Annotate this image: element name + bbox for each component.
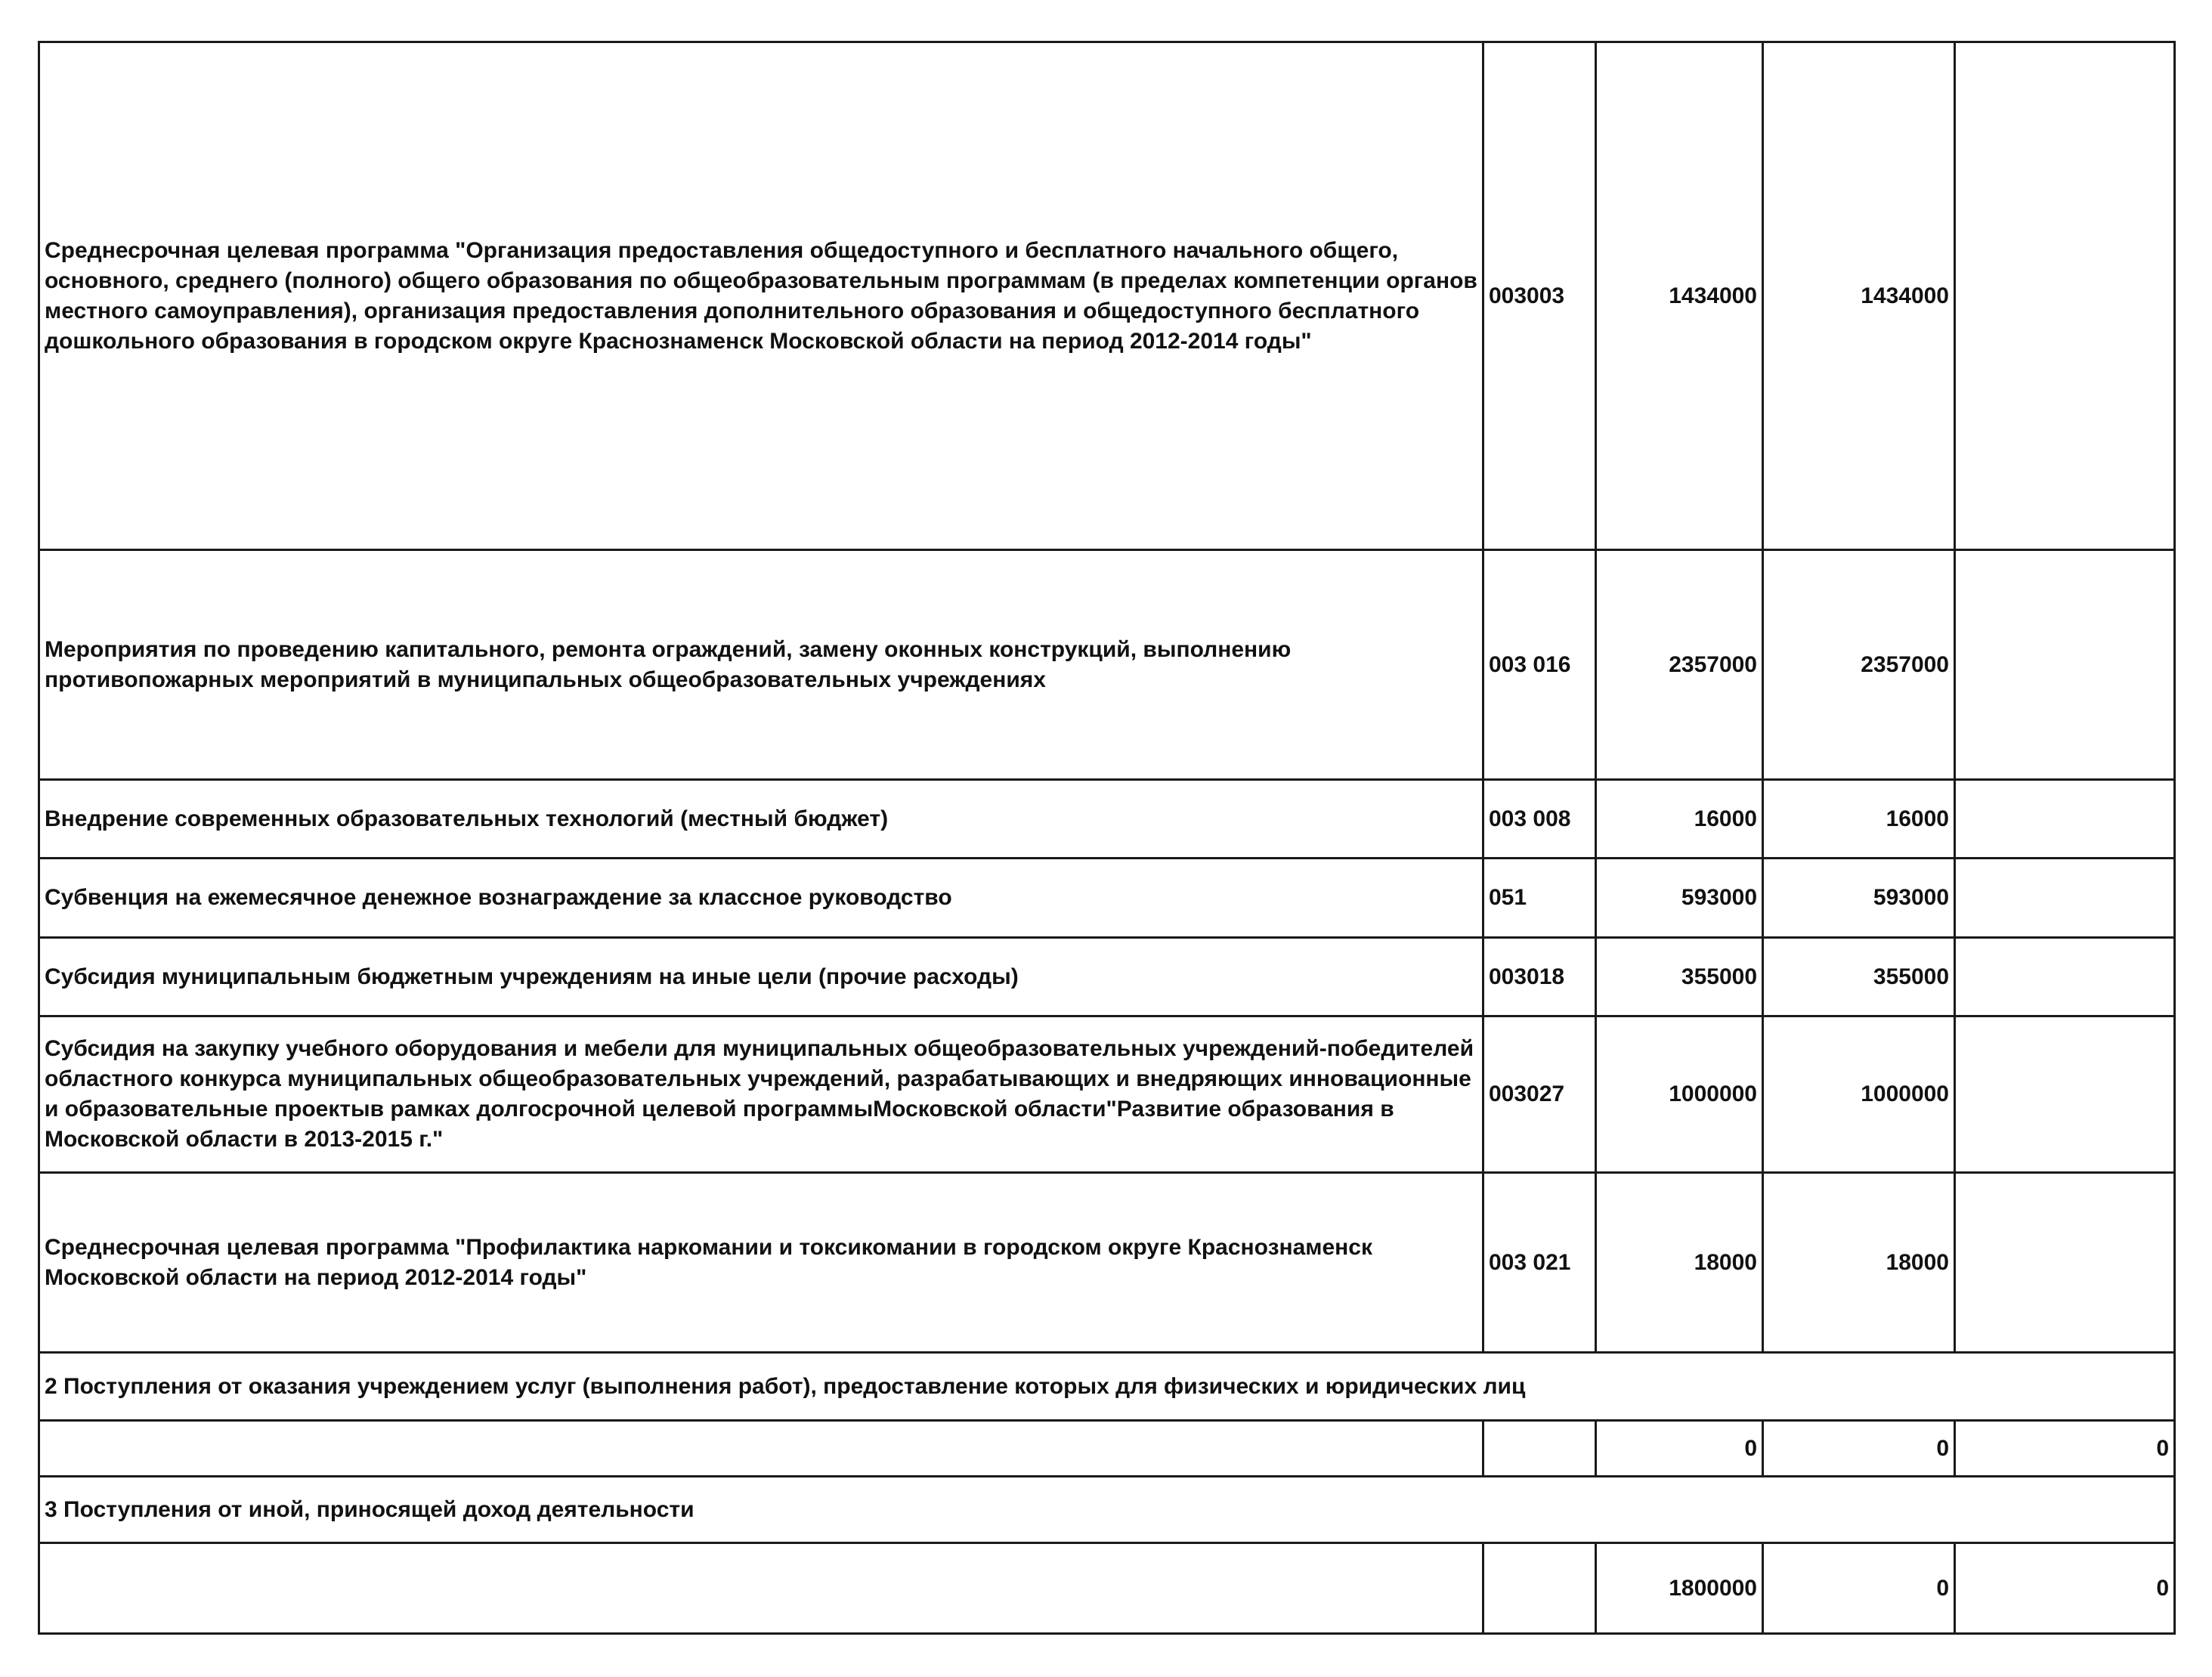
row-value-1: 593000 xyxy=(1596,859,1763,938)
row-value-2: 1000000 xyxy=(1763,1016,1955,1173)
row-description xyxy=(39,1421,1483,1477)
row-code xyxy=(1483,1543,1596,1634)
row-description xyxy=(39,1543,1483,1634)
row-value-1: 355000 xyxy=(1596,938,1763,1016)
row-description: Субсидия муниципальным бюджетным учреждениям на иные цели (прочие расходы) xyxy=(39,938,1483,1016)
row-value-3 xyxy=(1955,1173,2175,1353)
row-code: 003 008 xyxy=(1483,780,1596,859)
row-code: 051 xyxy=(1483,859,1596,938)
section-header-row xyxy=(39,1353,2175,1421)
row-value-1: 2357000 xyxy=(1596,550,1763,780)
row-value-3 xyxy=(1955,1016,2175,1173)
row-value-3: 0 xyxy=(1955,1421,2175,1477)
row-value-1: 1000000 xyxy=(1596,1016,1763,1173)
table-row xyxy=(39,859,2175,938)
row-description: Субсидия на закупку учебного оборудования и мебели для муниципальных общеобразовательных учреждений-победителей областного конкурса муниципальных общеобразовательных учреждений, разрабатывающих и внедряющих инновационные и образовательные проектыв рамках долгосрочной целевой программыМосковской области"Развитие образования в Московской области в 2013-2015 г." xyxy=(39,1016,1483,1173)
row-value-3 xyxy=(1955,550,2175,780)
table-row xyxy=(39,1543,2175,1634)
row-description: Среднесрочная целевая программа "Профилактика наркомании и токсикомании в городском округе Краснознаменск Московской области на период 2012-2014 годы" xyxy=(39,1173,1483,1353)
row-value-2: 2357000 xyxy=(1763,550,1955,780)
row-value-1: 16000 xyxy=(1596,780,1763,859)
row-value-3 xyxy=(1955,780,2175,859)
table-row xyxy=(39,938,2175,1016)
row-code: 003027 xyxy=(1483,1016,1596,1173)
row-value-3: 0 xyxy=(1955,1543,2175,1634)
row-description: Среднесрочная целевая программа "Организация предоставления общедоступного и бесплатного начального общего, основного, среднего (полного) общего образования по общеобразовательным программам (в пределах компетенции органов местного самоуправления), организация предоставления дополнительного образования и общедоступного бесплатного дошкольного образования в городском округе Краснознаменск Московской области на период 2012-2014 годы" xyxy=(39,42,1483,550)
row-value-1: 0 xyxy=(1596,1421,1763,1477)
row-value-2: 1434000 xyxy=(1763,42,1955,550)
row-value-1: 18000 xyxy=(1596,1173,1763,1353)
row-value-3 xyxy=(1955,42,2175,550)
row-value-1: 1800000 xyxy=(1596,1543,1763,1634)
budget-table xyxy=(38,41,2176,1635)
budget-table-page xyxy=(38,41,2173,1635)
table-row xyxy=(39,780,2175,859)
row-value-3 xyxy=(1955,859,2175,938)
section-2-title: 2 Поступления от оказания учреждением услуг (выполнения работ), предоставление которых для физических и юридических лиц xyxy=(39,1353,2175,1421)
section-header-row xyxy=(39,1477,2175,1543)
row-value-2: 0 xyxy=(1763,1543,1955,1634)
row-value-2: 0 xyxy=(1763,1421,1955,1477)
table-row xyxy=(39,1421,2175,1477)
row-code xyxy=(1483,1421,1596,1477)
row-value-2: 355000 xyxy=(1763,938,1955,1016)
row-value-1: 1434000 xyxy=(1596,42,1763,550)
row-description: Мероприятия по проведению капитального, ремонта ограждений, замену оконных конструкций, выполнению противопожарных мероприятий в муниципальных общеобразовательных учреждениях xyxy=(39,550,1483,780)
section-3-title: 3 Поступления от иной, приносящей доход деятельности xyxy=(39,1477,2175,1543)
row-code: 003 016 xyxy=(1483,550,1596,780)
row-code: 003018 xyxy=(1483,938,1596,1016)
row-code: 003 021 xyxy=(1483,1173,1596,1353)
row-value-3 xyxy=(1955,938,2175,1016)
row-code: 003003 xyxy=(1483,42,1596,550)
row-description: Внедрение современных образовательных технологий (местный бюджет) xyxy=(39,780,1483,859)
row-value-2: 18000 xyxy=(1763,1173,1955,1353)
table-row xyxy=(39,550,2175,780)
row-value-2: 593000 xyxy=(1763,859,1955,938)
table-row xyxy=(39,42,2175,550)
row-description: Субвенция на ежемесячное денежное вознаграждение за классное руководство xyxy=(39,859,1483,938)
table-row xyxy=(39,1016,2175,1173)
row-value-2: 16000 xyxy=(1763,780,1955,859)
table-row xyxy=(39,1173,2175,1353)
